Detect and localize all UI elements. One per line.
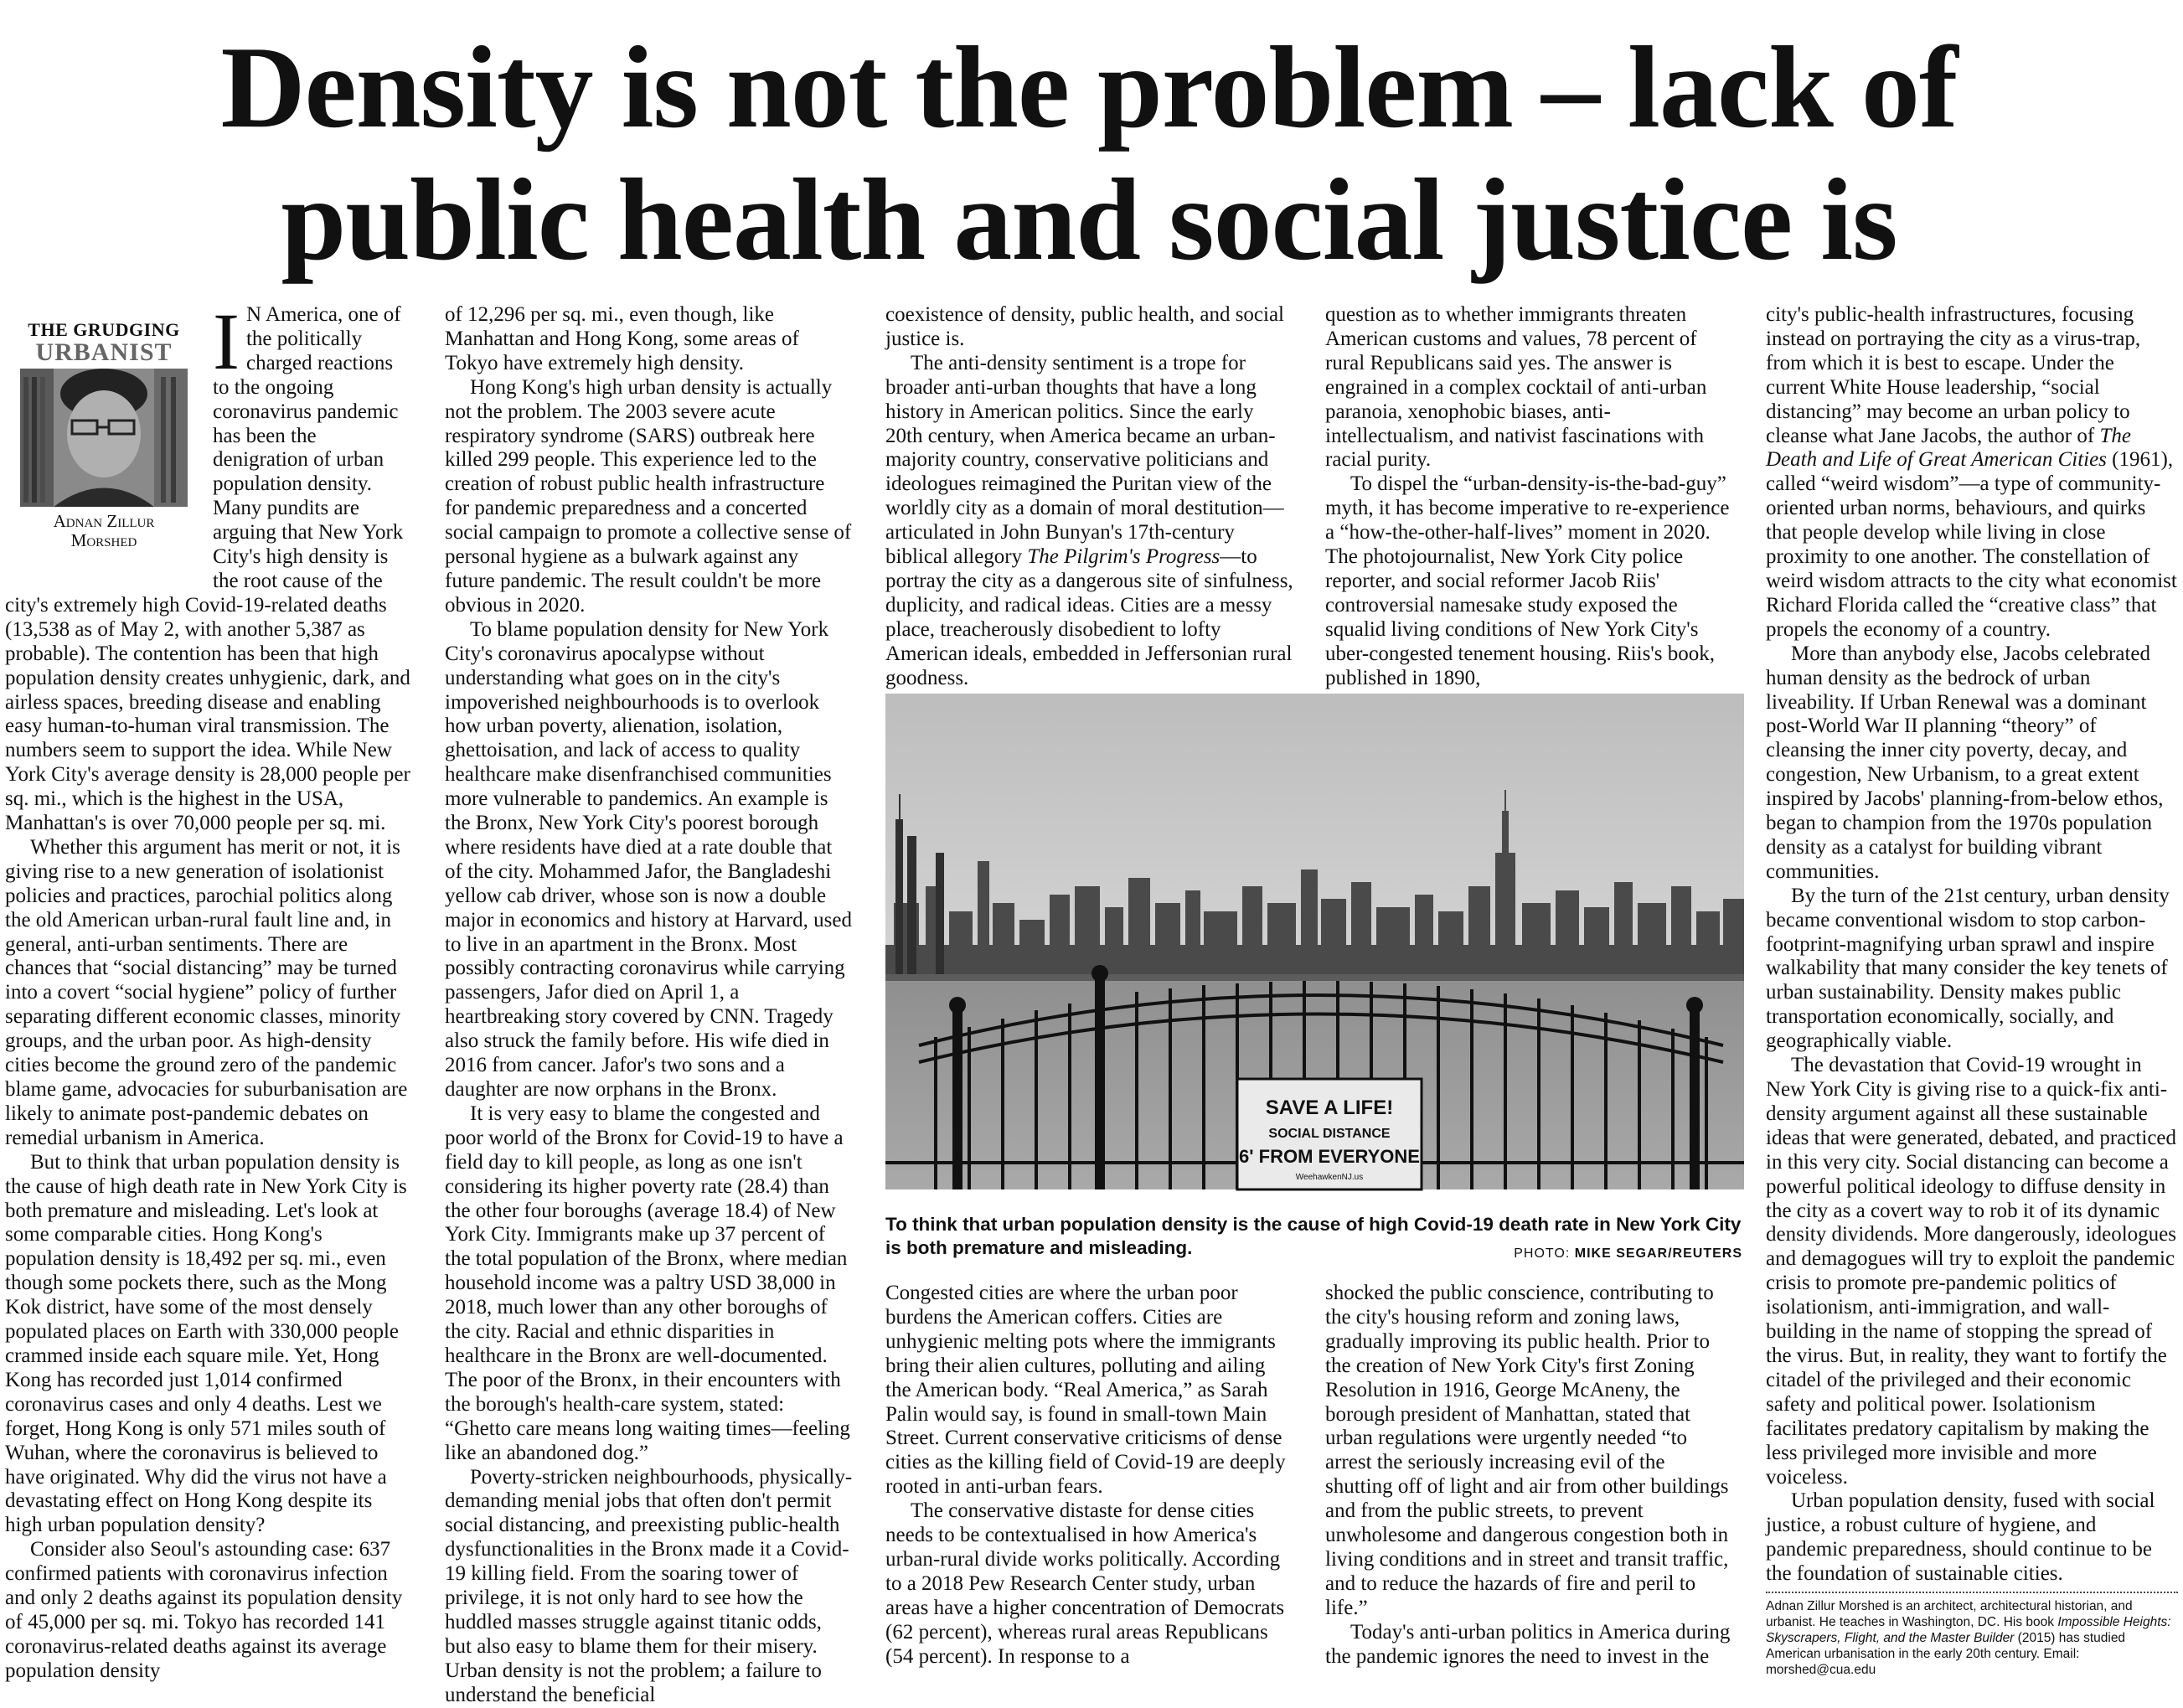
paragraph	[885, 352, 1296, 691]
author-name-line-2: Morshed	[70, 530, 137, 550]
paragraph: Today's anti-urban politics in America during the pandemic ignores the need to invest in the	[1325, 1620, 1731, 1668]
bio-text: Adnan Zillur Morshed is an architect, architectural historian, and urbanist. He teaches in Washington, DC. His book	[1766, 1599, 2133, 1629]
paragraph: Whether this argument has merit or not, it is giving rise to a new generation of isolationist policies and practices, parochial politics along the old American urban-rural fault line and, in general, anti-urban sentiments. There are chances that “social distancing” may be turned into a covert “social hygiene” policy of further separating different economic classes, minority groups, and the urban poor. As high-density cities become the ground zero of the pandemic blame game, advocacies for suburbanisation are likely to animate post-pandemic debates on remedial urbanism in America.	[5, 835, 408, 1149]
author-name-line-1: Adnan Zillur	[53, 511, 155, 531]
paragraph: shocked the public conscience, contributing to the city's housing reform and zoning laws, gradually improving its public health. Prior to the creation of New York City's first Zoning Resolution in 1916, George McAneny, the borough president of Manhattan, stated that urban regulations were urgently needed “to arrest the seriously increasing evil of the shutting off of light and air from other buildings and from the public streets, to prevent unwholesome and dangerous congestion both in living conditions and in street and transit traffic, and to reduce the hazards of fire and peril to life.”	[1325, 1282, 1729, 1619]
article-column-3-bottom	[885, 1282, 1296, 1668]
article-column-1	[5, 297, 411, 1682]
paragraph-text: N America, one of the politically charged reactions to the ongoing coronavirus pandemic has been the denigration of urban population density. Many pundits are arguing that New York City's high density is the root cause of the city's extremely high Covid-19-related deaths (13,538 as of May 2, with another 5,387 as probable). The contention has been that high population density creates unhygienic, dark, and airless spaces, breeding disease and enabling easy human-to-human viral transmission. The numbers seem to support the idea. While New York City's average density is 28,000 people per sq. mi., which is the highest in the USA, Manhattan's is over 70,000 people per sq. mi.	[5, 303, 410, 835]
sign-line-3: 6' FROM EVERYONE	[1239, 1146, 1420, 1167]
paragraph: question as to whether immigrants threaten American customs and values, 78 percent of rural Republicans said yes. The answer is engrained in a complex cocktail of anti-urban paranoia, xenophobic biases, anti-intellectualism, and nativist fascinations with racial purity.	[1325, 303, 1707, 472]
headline	[50, 22, 2128, 286]
author-photo	[20, 369, 188, 507]
article-column-2	[445, 303, 853, 1706]
paragraph: Urban population density, fused with social justice, a robust culture of hygiene, and pandemic preparedness, should continue to be the foundation of sustainable cities.	[1766, 1489, 2155, 1586]
photo-credit-name: MIKE SEGAR/REUTERS	[1574, 1246, 1742, 1261]
paragraph-text: —to portray the city as a dangerous site of sinfulness, duplicity, and radical ideas. Cities are a messy place, treacherously disobedient to lofty American ideals, embedded in Jeffersonian rural goodness.	[885, 545, 1293, 689]
author-bio	[1766, 1592, 2178, 1678]
article-column-3-top	[885, 303, 1296, 689]
article-column-5	[1766, 303, 2178, 1586]
skyline-photo-graphic	[885, 694, 1744, 1189]
skyline-photo	[885, 694, 1744, 1189]
author-name	[5, 512, 203, 550]
paragraph-text: city's public-health infrastructures, focusing instead on portraying the city as a virus-trap, from which it is best to escape. Under the current White House leadership, “social distancing” may become an urban policy to cleanse what Jane Jacobs, the author of	[1766, 303, 2141, 447]
paragraph: of 12,296 per sq. mi., even though, like Manhattan and Hong Kong, some areas of Tokyo have extremely high density.	[445, 303, 799, 374]
paragraph: It is very easy to blame the congested and poor world of the Bronx for Covid-19 to have a field day to kill people, as long as one isn't considering its higher poverty rate (28.4) than the other four boroughs (average 18.4) of New York City. Immigrants make up 37 percent of the total population of the Bronx, where median household income was a paltry USD 38,000 in 2018, much lower than any other boroughs of the city. Racial and ethnic disparities in healthcare in the Bronx are well-documented. The poor of the Bronx, in their encounters with the borough's health-care system, stated: “Ghetto care means long waiting times—feeling like an abandoned dog.”	[445, 1102, 850, 1464]
paragraph: The devastation that Covid-19 wrought in New York City is giving rise to a quick-fix anti-density argument against all these sustainable ideas that were generated, debated, and practiced in this very city. Social distancing can become a powerful political ideology to diffuse density in the city as a covert way to rob it of its dynamic density dividends. More dangerously, ideologues and demagogues will try to exploit the pandemic crisis to promote pre-pandemic politics of isolationism, anti-immigration, and wall-building in the name of stopping the spread of the virus. But, in reality, they want to fortify the citadel of the privileged and their economic safety and political power. Isolationism facilitates predatory capitalism by making the less privileged more invisible and more voiceless.	[1766, 1054, 2177, 1489]
column-byline-box	[5, 303, 203, 565]
book-title: The Pilgrim's Progress	[1027, 545, 1221, 569]
paragraph: By the turn of the 21st century, urban density became conventional wisdom to stop carbon-footprint-magnifying urban sprawl and inspire walkability that many consider the key tenets of urban sustainability. Density makes public transportation economically, socially, and geographically viable.	[1766, 884, 2170, 1053]
headline-line-2: public health and social justice is	[281, 155, 1897, 285]
book-title: The Death and Life of Great American Cities	[1766, 424, 2131, 472]
paragraph: To blame population density for New York City's coronavirus apocalypse without understanding what goes on in the city's impoverished neighbourhoods is to overlook how urban poverty, alienation, isolation, ghettoisation, and lack of access to quality healthcare make disenfranchised communities more vulnerable to pandemics. An example is the Bronx, New York City's poorest borough where residents have died at a rate double that of the city. Mohammed Jafor, the Bangladeshi yellow cab driver, whose son is now a double major in economics and history at Harvard, used to live in an apartment in the Bronx. Most possibly contracting coronavirus while carrying passengers, Jafor died on April 1, a heartbreaking story covered by CNN. Tragedy also struck the family before. His wife died in 2016 from cancer. Jafor's two sons and a daughter are now orphans in the Bronx.	[445, 617, 852, 1101]
paragraph: More than anybody else, Jacobs celebrated human density as the bedrock of urban liveability. If Urban Renewal was a dominant post-World War II planning “theory” of cleansing the inner city poverty, decay, and congestion, New Urbanism, to a great extent inspired by Jacobs' planning-from-below ethos, began to champion from the 1970s population density as a catalyst for building vibrant communities.	[1766, 642, 2164, 883]
headline-line-1: Density is not the problem – lack of	[220, 23, 1958, 152]
paragraph-text: The anti-density sentiment is a trope for broader anti-urban thoughts that have a long history in American politics. Since the early 20th century, when America became an urban-majority country, conservative politicians and ideologues reimagined the Puritan view of the worldly city as a domain of moral destitution—articulated in John Bunyan's 17th-century biblical allegory	[885, 351, 1284, 569]
paragraph	[1766, 303, 2178, 642]
article-column-4-bottom	[1325, 1282, 1736, 1668]
drop-cap: I	[213, 297, 240, 386]
sign-line-4: WeehawkenNJ.us	[1295, 1173, 1364, 1182]
paragraph: Poverty-stricken neighbourhoods, physically-demanding menial jobs that often don't permit social distancing, and preexisting public-health dysfunctionalities in the Bronx made it a Covid-19 killing field. From the soaring tower of privilege, it is not only hard to see how the huddled masses struggle against titanic odds, but also easy to blame them for their misery. Urban density is not the problem; a failure to understand the beneficial	[445, 1465, 853, 1706]
paragraph: But to think that urban population density is the cause of high death rate in New York City is both premature and misleading. Let's look at some comparable cities. Hong Kong's population density is 18,492 per sq. mi., even though some pockets there, such as the Mong Kok district, have some of the most densely populated places on Earth with 330,000 people crammed inside each square mile. Yet, Hong Kong has recorded just 1,014 confirmed coronavirus cases and only 4 deaths. Lest we forget, Hong Kong is only 571 miles south of Wuhan, where the coronavirus is believed to have originated. Why did the virus not have a devastating effect on Hong Kong despite its high urban population density?	[5, 1150, 407, 1537]
column-name-line-2: URBANIST	[35, 338, 173, 366]
paragraph: To dispel the “urban-density-is-the-bad-guy” myth, it has become imperative to re-experience a “how-the-other-half-lives” moment in 2020. The photojournalist, New York City police reporter, and social reformer Jacob Riis' controversial namesake study exposed the squalid living conditions of New York City's uber-congested tenement housing. Riis's book, published in 1890,	[1325, 472, 1730, 689]
paragraph: Hong Kong's high urban density is actually not the problem. The 2003 severe acute respiratory syndrome (SARS) outbreak here killed 299 people. This experience led to the creation of robust public health infrastructure for pandemic preparedness and a concerted social campaign to promote a collective sense of personal hygiene as a bulwark against any future pandemic. The result couldn't be more obvious in 2020.	[445, 375, 852, 617]
sign-line-2: SOCIAL DISTANCE	[1268, 1127, 1391, 1141]
paragraph: Congested cities are where the urban poor burdens the American coffers. Cities are unhygienic melting pots where the immigrants bring their alien cultures, polluting and ailing the American body. “Real America,” as Sarah Palin would say, is found in small-town Main Street. Current conservative criticisms of dense cities as the killing field of Covid-19 are deeply rooted in anti-urban fears.	[885, 1282, 1286, 1499]
paragraph: Consider also Seoul's astounding case: 637 confirmed patients with coronavirus infection and only 2 deaths against its population density of 45,000 per sq. mi. Tokyo has recorded 141 coronavirus-related deaths against its average population density	[5, 1538, 403, 1682]
paragraph-text: (1961), called “weird wisdom”—a type of community-oriented urban norms, behaviours, and quirks that people develop while living in close proximity to one another. The constellation of weird wisdom attracts to the city what economist Richard Florida called the “creative class” that propels the economy of a country.	[1766, 448, 2177, 641]
bio-book-title: Impossible Heights: Skyscrapers, Flight, and the Master Builder	[1766, 1615, 2171, 1645]
article-column-4-top	[1325, 303, 1736, 689]
paragraph: The conservative distaste for dense cities needs to be contextualised in how America's urban-rural divide works politically. According to a 2018 Pew Research Center study, urban areas have a higher concentration of Democrats (62 percent), whereas rural areas Republicans (54 percent). In response to a	[885, 1499, 1285, 1668]
sign-line-1: SAVE A LIFE!	[1265, 1097, 1394, 1119]
photo-credit-label: PHOTO:	[1514, 1246, 1571, 1261]
photo-credit	[1499, 1246, 1742, 1262]
paragraph: coexistence of density, public health, and social justice is.	[885, 303, 1285, 350]
column-name-line-1: THE GRUDGING	[28, 319, 180, 340]
bio-text: (2015) has studied American urbanisation in the early 20th century. Email: morshed@cua.edu	[1766, 1631, 2126, 1677]
social-distance-sign	[1237, 1079, 1422, 1189]
photo-caption: To think that urban population density is the cause of high Covid-19 death rate in New York City is both premature and misleading.	[885, 1214, 1742, 1258]
